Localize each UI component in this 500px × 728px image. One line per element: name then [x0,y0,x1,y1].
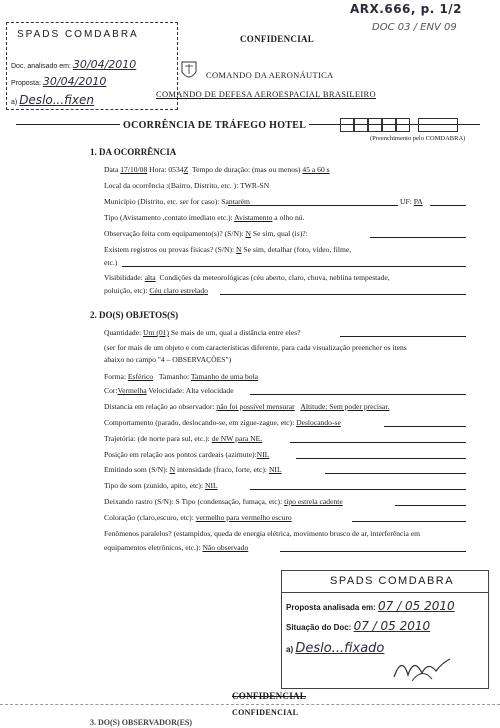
registros-suffix: Se sim, detalhar (foto, vídeo, filme, [243,245,352,254]
uf-value: PA [413,197,423,206]
forma-label: Forma: [104,372,126,381]
stamp-bottom-divider [282,592,488,593]
rastro-label: Deixando rastro (S/N): S Tipo (condensação, fumaça, etc): [104,497,283,506]
tipo-som-line [250,489,466,490]
obs-eq-label: Observação feita com equipamento(s)? (S/N): [104,229,244,238]
stamp-bottom-sign-label: a) [286,645,294,654]
comportamento-value: Deslocando-se [296,418,341,427]
comportamento-label: Comportamento (parado, deslocando-se, em zigue-zague, etc): [104,418,295,427]
code-box-2 [354,118,368,132]
field-tipo-som-row [104,481,218,490]
coloracao-line [352,521,466,522]
field-visibilidade-row [104,273,390,282]
posicao-value: NIL [256,450,270,459]
section3-heading: 3. DO(S) OBSERVADOR(ES) [90,718,193,727]
field-emitindo-row [104,465,282,474]
registros-fill-line [122,266,466,267]
tamanho-value: Tamanho de uma bola [190,372,259,381]
obs-eq-line [370,237,466,238]
tipo-som-label: Tipo de som (zunido, apito, etc): [104,481,204,490]
field-tipo-row [104,213,304,222]
page-break [0,704,500,705]
coloracao-label: Coloração (claro,escuro, etc): [104,513,194,522]
poluicao-value: Céu claro estrelado [149,286,208,295]
stamp-bottom-signature: Deslo...fixado [295,641,385,656]
stamp-doc-value: 30/04/2010 [72,58,137,71]
note-line2: abaixo no campo "4 – OBSERVAÇÕES") [104,355,232,364]
cor-label: Cor: [104,386,118,395]
analysis-stamp-bottom [281,570,489,689]
org-aeronautica: COMANDO DA AERONÁUTICA [206,70,334,80]
field-poluicao-row [104,286,208,295]
field-registros-row [104,245,351,254]
stamp-signature: Deslo...fixen [19,93,95,107]
stamp-doc-label: Doc. analisado em: [11,63,71,70]
org-comdabra: COMANDO DE DEFESA AEROESPACIAL BRASILEIRO [156,89,376,99]
code-box-6 [418,118,458,132]
tipo-som-value: NIL [204,481,218,490]
field-local-row [104,181,269,190]
velocidade-label: Velocidade: Alta velocidade [148,386,234,395]
field-trajetoria-row [104,434,262,443]
form-title: OCORRÊNCIA DE TRÁFEGO HOTEL [120,120,309,131]
registros-label: Existem registros ou provas físicas? (S/N): [104,245,235,254]
posicao-line [296,458,466,459]
field-coloracao-row [104,513,292,522]
stamp-proposta-row [11,75,106,88]
stamp-bottom-proposta-value: 07 / 05 2010 [378,599,455,613]
section2-heading: 2. DO(S) OBJETOS(S) [90,310,179,320]
document-reference: DOC 03 / ENV 09 [372,22,457,33]
field-uf [400,197,423,206]
equipamentos-line [280,551,466,552]
equipamentos-value: Não observado [202,543,249,552]
stamp-bottom-title: SPADS COMDABRA [330,575,455,587]
section1-heading: 1. DA OCORRÊNCIA [90,147,177,157]
field-comportamento-row [104,418,341,427]
trajetoria-line [290,442,466,443]
comportamento-line [384,426,466,427]
uf-label: UF: [400,197,412,206]
tipo-label: Tipo (Avistamento ,contato imediato etc.): [104,213,233,222]
field-obs-eq-row [104,229,308,238]
rastro-line [395,505,466,506]
trajetoria-value: de NW para NE. [211,434,263,443]
local-label: Local da ocorrência :(Bairro, Distrito, etc. ): TWR-SN [104,181,270,190]
distancia-label: Distancia em relação ao observador: [104,402,215,411]
duracao-label: Tempo de duração: (mas ou menos) [192,165,301,174]
tipo-suffix: a olho nú. [274,213,305,222]
stamp-bottom-situacao-row [286,619,430,633]
stamp-bottom-situacao-label: Situação do Doc: [286,623,352,632]
visibilidade-label: Visibilidade: [104,273,143,282]
hora-label: Hora: 0534 [149,165,184,174]
quantidade-suffix: Se mais de um, qual a distância entre eles? [170,328,301,337]
cor-value: Vermelha [117,386,147,395]
rastro-value: tipo estrela cadente [284,497,343,506]
analysis-stamp [6,22,178,110]
obs-eq-value: N [245,229,251,238]
stamp-sign-label: a) [11,99,18,106]
emitindo-suffix-value: NIL [268,465,282,474]
quantidade-line [340,336,466,337]
stamp-bottom-proposta-row [286,599,455,613]
fill-note: (Preenchimento pelo COMDABRA) [370,135,466,142]
note-line1: (ser for mais de um objeto e com características diferente, para cada visualização preencher os itens [104,343,407,352]
field-posicao-row [104,450,269,459]
field-cor-row [104,386,234,395]
field-distancia-row [104,402,389,411]
hora-value: Z [183,165,189,174]
distancia-value: não foi possivel mensurar [216,402,295,411]
data-value: 17/10/08 [120,165,148,174]
stamp-bottom-sign-row [286,641,384,656]
archive-reference: ARX.666, p. 1/2 [350,2,463,16]
condicoes-label: Condições da meteorológicas (céu aberto, claro, chuva, neblina tempestade, [159,273,390,282]
initials-scribble-icon [392,653,452,683]
visibilidade-value: alta [144,273,156,282]
tipo-value: Avistamento [234,213,273,222]
coloracao-value: vermelho para vermelho escuro [195,513,292,522]
emitindo-label: Emitindo som (S/N): [104,465,168,474]
quantidade-value: Um (01) [143,328,169,337]
stamp-doc-row [11,58,136,71]
uf-line [430,205,466,206]
field-equipamentos-row [104,543,248,552]
coat-of-arms-icon [180,60,198,82]
trajetoria-label: Trajetória: (de norte para sul, etc.): [104,434,210,443]
emitindo-suffix: intensidade (fraco, forte, etc): [177,465,268,474]
altitude-label: Altitude: Sem poder precisar. [300,402,390,411]
forma-value: Esférico [127,372,154,381]
field-rastro-row [104,497,343,506]
emitindo-line [325,473,466,474]
field-data-row [104,165,330,174]
posicao-label: Posição em relação aos pontos cardeais (azimute): [104,450,257,459]
stamp-title: SPADS COMDABRA [17,29,139,40]
code-box-3 [368,118,382,132]
registros-line2: etc.) [104,258,118,267]
obs-eq-suffix: Se sim, qual (is)?: [252,229,308,238]
confidential-top-page2: CONFIDENCIAL [232,708,299,717]
code-box-4 [382,118,396,132]
velocidade-line [250,394,466,395]
tamanho-label: Tamanho: [158,372,190,381]
poluicao-line [220,294,466,295]
stamp-proposta-value: 30/04/2010 [42,75,107,88]
duracao-value: 45 a 60 s [302,165,330,174]
confidential-bottom-page1: CONFIDENCIAL [232,691,307,701]
code-box-5 [396,118,410,132]
stamp-proposta-label: Proposta: [11,80,41,87]
municipio-label: Município (Distrito, etc. ser for caso): Santarém [104,197,250,206]
quantidade-label: Quantidade: [104,328,142,337]
registros-value: N [236,245,242,254]
equipamentos-label: equipamentos eletrônicos, etc.): [104,543,201,552]
data-label: Data [104,165,119,174]
confidential-top: CONFIDENCIAL [240,34,315,44]
poluicao-label: poluição, etc): [104,286,148,295]
field-fenomenos-row: Fenômenos paralelos? (estampidos, queda de energia elétrica, movimento brusco de ar, interferência em [104,529,421,538]
stamp-sign-row [11,93,94,107]
municipio-line [228,205,398,206]
code-box-1 [340,118,354,132]
field-forma-row [104,372,258,381]
field-quantidade-row [104,328,301,337]
emitindo-value: N [169,465,176,474]
stamp-bottom-proposta-label: Proposta analisada em: [286,603,376,612]
stamp-bottom-situacao-value: 07 / 05 2010 [353,619,431,633]
